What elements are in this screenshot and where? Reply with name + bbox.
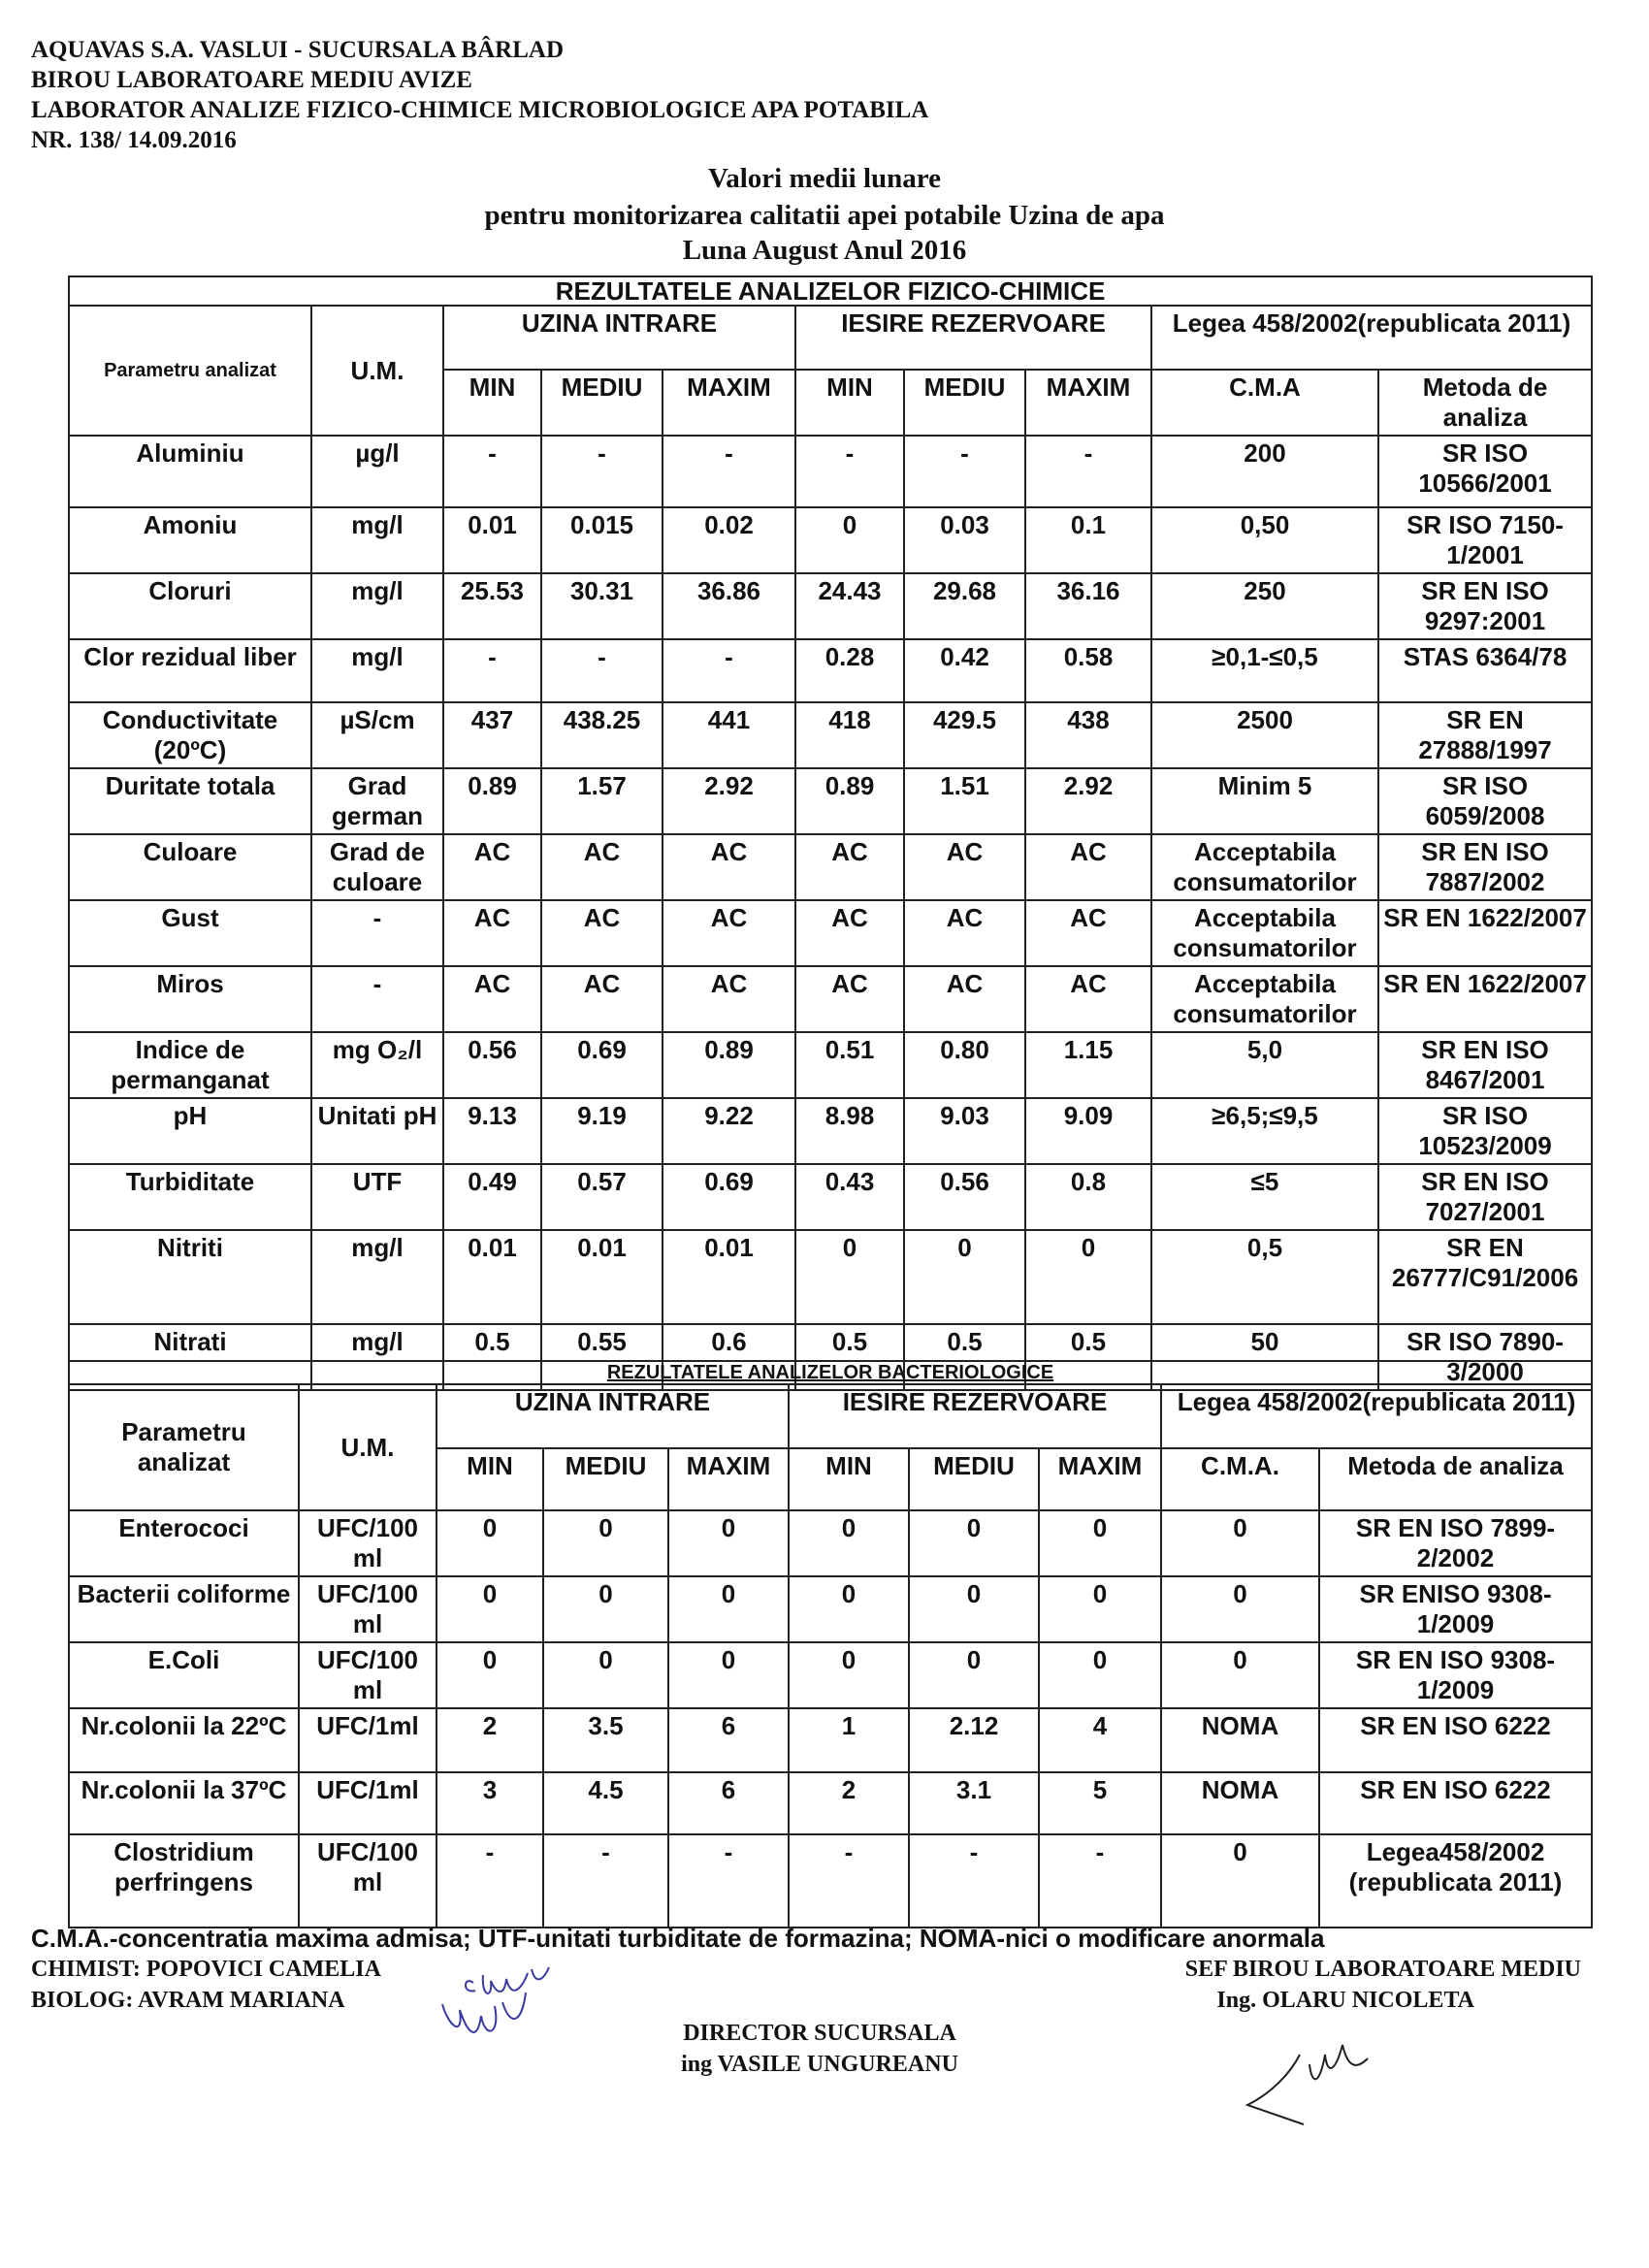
chem-cell-intrare-mediu: - (541, 639, 663, 702)
bact-cell-iesire-mediu: 0 (909, 1642, 1039, 1708)
chem-cell-um: - (311, 966, 443, 1032)
chem-cell-iesire-maxim: 0 (1025, 1230, 1151, 1324)
chem-cell-param: Amoniu (69, 507, 311, 573)
bact-cell-metoda: SR EN ISO 7899-2/2002 (1319, 1510, 1592, 1576)
chem-header-iesire: IESIRE REZERVOARE (795, 306, 1151, 370)
bact-header-mediu: MEDIU (543, 1448, 668, 1510)
bact-cell-iesire-mediu: 0 (909, 1576, 1039, 1642)
chem-table-row (69, 1164, 1592, 1230)
chem-cell-intrare-maxim: 0.6 (663, 1324, 795, 1390)
chem-cell-iesire-maxim: 9.09 (1025, 1098, 1151, 1164)
chem-cell-param: Cloruri (69, 573, 311, 639)
title-line-3: Luna August Anul 2016 (682, 235, 967, 266)
chem-cell-param: Turbiditate (69, 1164, 311, 1230)
bact-cell-intrare-maxim: 6 (668, 1708, 789, 1772)
chem-cell-cma: 50 (1151, 1324, 1378, 1390)
chem-cell-um: mg/l (311, 1324, 443, 1390)
chem-cell-intrare-min: AC (443, 966, 541, 1032)
chem-cell-intrare-mediu: - (541, 436, 663, 507)
bact-table-row (69, 1708, 1592, 1772)
chem-cell-intrare-maxim: 0.01 (663, 1230, 795, 1324)
chem-cell-intrare-min: 0.01 (443, 1230, 541, 1324)
chem-cell-cma: 250 (1151, 573, 1378, 639)
bact-table-row (69, 1576, 1592, 1642)
chem-cell-iesire-min: 0.43 (795, 1164, 904, 1230)
chem-cell-intrare-mediu: 1.57 (541, 768, 663, 834)
bact-cell-iesire-min: 0 (789, 1576, 909, 1642)
chem-cell-iesire-maxim: 0.58 (1025, 639, 1151, 702)
chem-cell-param: Miros (69, 966, 311, 1032)
bact-cell-param: Bacterii coliforme (69, 1576, 299, 1642)
chem-header-maxim: MAXIM (1025, 370, 1151, 436)
bact-cell-iesire-min: - (789, 1834, 909, 1928)
chem-cell-intrare-maxim: 0.69 (663, 1164, 795, 1230)
chem-header-metoda: Metoda de analiza (1378, 370, 1592, 436)
bact-header-iesire: IESIRE REZERVOARE (789, 1384, 1161, 1448)
chem-cell-iesire-mediu: 0.56 (904, 1164, 1025, 1230)
bact-cell-intrare-min: 2 (436, 1708, 543, 1772)
chem-cell-iesire-maxim: 2.92 (1025, 768, 1151, 834)
bact-cell-iesire-maxim: 0 (1039, 1510, 1161, 1576)
chem-table-row (69, 966, 1592, 1032)
biolog-name: BIOLOG: AVRAM MARIANA (31, 1988, 345, 2013)
bact-cell-param: Nr.colonii la 37ºC (69, 1772, 299, 1834)
chem-cell-metoda: SR EN 26777/C91/2006 (1378, 1230, 1592, 1324)
chem-cell-intrare-min: - (443, 639, 541, 702)
director-title: DIRECTOR SUCURSALA (683, 2021, 956, 2046)
chem-cell-param: Aluminiu (69, 436, 311, 507)
bact-cell-intrare-mediu: 0 (543, 1510, 668, 1576)
bact-cell-cma: 0 (1161, 1642, 1319, 1708)
chem-header-intrare: UZINA INTRARE (443, 306, 795, 370)
chem-cell-param: Conductivitate (20ºC) (69, 702, 311, 768)
chem-cell-intrare-maxim: AC (663, 834, 795, 900)
bact-cell-iesire-maxim: 4 (1039, 1708, 1161, 1772)
chem-cell-cma: Acceptabila consumatorilor (1151, 834, 1378, 900)
chem-cell-iesire-min: 24.43 (795, 573, 904, 639)
bact-cell-intrare-maxim: 0 (668, 1642, 789, 1708)
chem-cell-intrare-maxim: 0.02 (663, 507, 795, 573)
chem-table-row (69, 900, 1592, 966)
bact-table-row (69, 1642, 1592, 1708)
signature-block-left (31, 1954, 381, 2016)
bact-cell-metoda: SR EN ISO 6222 (1319, 1772, 1592, 1834)
chem-header-lege: Legea 458/2002(republicata 2011) (1151, 306, 1592, 370)
chem-cell-iesire-min: AC (795, 834, 904, 900)
chem-cell-iesire-min: AC (795, 966, 904, 1032)
bact-cell-cma: NOMA (1161, 1772, 1319, 1834)
bact-table-row (69, 1510, 1592, 1576)
bact-cell-intrare-min: - (436, 1834, 543, 1928)
bact-cell-iesire-mediu: 3.1 (909, 1772, 1039, 1834)
footnote-legend: C.M.A.-concentratia maxima admisa; UTF-unitati turbiditate de formazina; NOMA-nici o modificare anormala (31, 1924, 1325, 1953)
chem-cell-intrare-maxim: - (663, 436, 795, 507)
bact-header-maxim: MAXIM (668, 1448, 789, 1510)
bact-cell-intrare-min: 0 (436, 1510, 543, 1576)
chem-cell-um: µS/cm (311, 702, 443, 768)
chem-table-row (69, 702, 1592, 768)
chem-cell-param: Clor rezidual liber (69, 639, 311, 702)
chem-cell-cma: 0,50 (1151, 507, 1378, 573)
chem-cell-intrare-min: AC (443, 900, 541, 966)
sef-birou-name: Ing. OLARU NICOLETA (1216, 1988, 1474, 2013)
chem-cell-iesire-mediu: - (904, 436, 1025, 507)
chem-cell-cma: 5,0 (1151, 1032, 1378, 1098)
chem-cell-metoda: SR ISO 7150-1/2001 (1378, 507, 1592, 573)
chem-section-title: REZULTATELE ANALIZELOR FIZICO-CHIMICE (69, 276, 1592, 306)
chem-cell-iesire-mediu: 0.5 (904, 1324, 1025, 1390)
bact-cell-intrare-maxim: 6 (668, 1772, 789, 1834)
chem-cell-intrare-min: 0.89 (443, 768, 541, 834)
bact-header-min: MIN (436, 1448, 543, 1510)
chem-cell-metoda: SR EN 1622/2007 (1378, 966, 1592, 1032)
chem-cell-iesire-maxim: 36.16 (1025, 573, 1151, 639)
bact-cell-intrare-maxim: - (668, 1834, 789, 1928)
bact-cell-intrare-mediu: 3.5 (543, 1708, 668, 1772)
chem-cell-intrare-min: - (443, 436, 541, 507)
chem-cell-cma: ≥6,5;≤9,5 (1151, 1098, 1378, 1164)
chem-cell-iesire-maxim: AC (1025, 834, 1151, 900)
chem-cell-iesire-maxim: 0.5 (1025, 1324, 1151, 1390)
bact-header-um: U.M. (299, 1384, 436, 1510)
chem-cell-um: Grad de culoare (311, 834, 443, 900)
chem-header-um: U.M. (311, 306, 443, 436)
bact-cell-iesire-min: 1 (789, 1708, 909, 1772)
sef-birou-title: SEF BIROU LABORATOARE MEDIU (1184, 1957, 1581, 1982)
chem-cell-metoda: SR ISO 10523/2009 (1378, 1098, 1592, 1164)
chem-header-cma: C.M.A (1151, 370, 1378, 436)
chem-cell-um: Unitati pH (311, 1098, 443, 1164)
chem-table-row (69, 573, 1592, 639)
bact-cell-intrare-maxim: 0 (668, 1576, 789, 1642)
chem-table-row (69, 1230, 1592, 1324)
chem-cell-um: mg/l (311, 507, 443, 573)
chem-cell-cma: Acceptabila consumatorilor (1151, 900, 1378, 966)
bact-header-min: MIN (789, 1448, 909, 1510)
bact-cell-iesire-min: 2 (789, 1772, 909, 1834)
chem-cell-iesire-min: 0.89 (795, 768, 904, 834)
bact-cell-um: UFC/100 ml (299, 1834, 436, 1928)
chem-cell-cma: ≤5 (1151, 1164, 1378, 1230)
bact-cell-iesire-mediu: 2.12 (909, 1708, 1039, 1772)
chem-cell-iesire-min: 0.28 (795, 639, 904, 702)
bact-header-intrare: UZINA INTRARE (436, 1384, 789, 1448)
bact-cell-intrare-mediu: - (543, 1834, 668, 1928)
title-line-1: Valori medii lunare (707, 163, 942, 194)
document-header (31, 35, 928, 155)
chem-cell-intrare-min: 0.49 (443, 1164, 541, 1230)
bact-cell-metoda: SR EN ISO 6222 (1319, 1708, 1592, 1772)
chem-table-row (69, 639, 1592, 702)
bact-cell-um: UFC/1ml (299, 1708, 436, 1772)
chem-cell-cma: 200 (1151, 436, 1378, 507)
chem-cell-intrare-mediu: 0.55 (541, 1324, 663, 1390)
chem-header-mediu: MEDIU (541, 370, 663, 436)
department-name: BIROU LABORATOARE MEDIU AVIZE (31, 67, 472, 93)
chem-results-table (68, 275, 1593, 1391)
bact-cell-param: Nr.colonii la 22ºC (69, 1708, 299, 1772)
chem-cell-iesire-min: 0.5 (795, 1324, 904, 1390)
bact-cell-um: UFC/100 ml (299, 1510, 436, 1576)
chem-cell-iesire-mediu: AC (904, 900, 1025, 966)
chem-cell-iesire-mediu: 0 (904, 1230, 1025, 1324)
bact-cell-iesire-maxim: 5 (1039, 1772, 1161, 1834)
chem-cell-um: mg/l (311, 1230, 443, 1324)
chem-table-row (69, 768, 1592, 834)
chem-table-row (69, 834, 1592, 900)
chem-table-row (69, 507, 1592, 573)
chimist-name: CHIMIST: POPOVICI CAMELIA (31, 1957, 381, 1982)
chem-cell-intrare-mediu: 30.31 (541, 573, 663, 639)
chem-cell-iesire-maxim: 1.15 (1025, 1032, 1151, 1098)
chem-cell-intrare-maxim: 441 (663, 702, 795, 768)
chem-cell-param: Culoare (69, 834, 311, 900)
chem-cell-intrare-maxim: 2.92 (663, 768, 795, 834)
bact-cell-intrare-mediu: 4.5 (543, 1772, 668, 1834)
chem-cell-intrare-maxim: 9.22 (663, 1098, 795, 1164)
bact-cell-iesire-min: 0 (789, 1642, 909, 1708)
chem-header-min: MIN (795, 370, 904, 436)
chem-cell-metoda: SR EN ISO 9297:2001 (1378, 573, 1592, 639)
chem-cell-intrare-maxim: AC (663, 900, 795, 966)
bact-cell-intrare-min: 0 (436, 1576, 543, 1642)
document-number: NR. 138/ 14.09.2016 (31, 127, 237, 153)
chem-cell-intrare-maxim: 0.89 (663, 1032, 795, 1098)
chem-cell-iesire-mediu: 29.68 (904, 573, 1025, 639)
handwritten-signature-sef (1242, 2016, 1397, 2132)
chem-cell-iesire-min: - (795, 436, 904, 507)
chem-cell-iesire-mediu: 1.51 (904, 768, 1025, 834)
bact-cell-iesire-maxim: 0 (1039, 1576, 1161, 1642)
chem-cell-iesire-maxim: AC (1025, 900, 1151, 966)
bact-cell-cma: 0 (1161, 1834, 1319, 1928)
bact-cell-intrare-mediu: 0 (543, 1576, 668, 1642)
bact-cell-param: Clostridium perfringens (69, 1834, 299, 1928)
chem-cell-um: mg O₂/l (311, 1032, 443, 1098)
chem-cell-metoda: SR ISO 7890-3/2000 (1378, 1324, 1592, 1390)
chem-cell-intrare-maxim: 36.86 (663, 573, 795, 639)
bact-header-param: Parametru analizat (69, 1384, 299, 1510)
chem-cell-intrare-min: 437 (443, 702, 541, 768)
signature-block-director (640, 2018, 999, 2080)
chem-cell-iesire-min: 0.51 (795, 1032, 904, 1098)
chem-cell-param: Nitrati (69, 1324, 311, 1390)
chem-cell-intrare-mediu: 438.25 (541, 702, 663, 768)
chem-cell-intrare-min: 0.01 (443, 507, 541, 573)
chem-header-mediu: MEDIU (904, 370, 1025, 436)
chem-cell-iesire-maxim: AC (1025, 966, 1151, 1032)
title-line-2: pentru monitorizarea calitatii apei potabile Uzina de apa (484, 200, 1165, 231)
chem-cell-intrare-mediu: AC (541, 834, 663, 900)
chem-cell-intrare-min: 0.56 (443, 1032, 541, 1098)
bact-cell-um: UFC/100 ml (299, 1576, 436, 1642)
chem-cell-um: Grad german (311, 768, 443, 834)
chem-cell-intrare-mediu: 0.015 (541, 507, 663, 573)
bact-cell-metoda: SR EN ISO 9308-1/2009 (1319, 1642, 1592, 1708)
chem-cell-cma: 0,5 (1151, 1230, 1378, 1324)
chem-header-min: MIN (443, 370, 541, 436)
chem-cell-param: Indice de permanganat (69, 1032, 311, 1098)
chem-cell-intrare-maxim: - (663, 639, 795, 702)
bact-cell-cma: 0 (1161, 1576, 1319, 1642)
chem-table-row (69, 436, 1592, 507)
bact-cell-iesire-min: 0 (789, 1510, 909, 1576)
bact-cell-intrare-min: 0 (436, 1642, 543, 1708)
bact-cell-cma: 0 (1161, 1510, 1319, 1576)
bact-results-table (68, 1360, 1593, 1928)
chem-cell-um: mg/l (311, 639, 443, 702)
chem-cell-um: µg/l (311, 436, 443, 507)
bact-header-mediu: MEDIU (909, 1448, 1039, 1510)
chem-cell-intrare-mediu: 0.01 (541, 1230, 663, 1324)
chem-cell-cma: Minim 5 (1151, 768, 1378, 834)
chem-cell-intrare-mediu: AC (541, 966, 663, 1032)
chem-cell-metoda: SR EN ISO 7887/2002 (1378, 834, 1592, 900)
bact-header-lege: Legea 458/2002(republicata 2011) (1161, 1384, 1592, 1448)
chem-cell-cma: ≥0,1-≤0,5 (1151, 639, 1378, 702)
chem-cell-iesire-maxim: - (1025, 436, 1151, 507)
chem-cell-intrare-min: 0.5 (443, 1324, 541, 1390)
chem-header-maxim: MAXIM (663, 370, 795, 436)
chem-cell-iesire-maxim: 0.8 (1025, 1164, 1151, 1230)
bact-cell-metoda: Legea458/2002 (republicata 2011) (1319, 1834, 1592, 1928)
chem-table-row (69, 1098, 1592, 1164)
chem-cell-iesire-min: 0 (795, 1230, 904, 1324)
bact-cell-param: E.Coli (69, 1642, 299, 1708)
bact-cell-um: UFC/1ml (299, 1772, 436, 1834)
bact-header-cma: C.M.A. (1161, 1448, 1319, 1510)
chem-cell-intrare-min: 9.13 (443, 1098, 541, 1164)
chem-cell-metoda: SR ISO 6059/2008 (1378, 768, 1592, 834)
bact-cell-param: Enterococi (69, 1510, 299, 1576)
chem-cell-um: mg/l (311, 573, 443, 639)
chem-cell-param: Duritate totala (69, 768, 311, 834)
laboratory-name: LABORATOR ANALIZE FIZICO-CHIMICE MICROBIOLOGICE APA POTABILA (31, 97, 929, 123)
handwritten-signature-chimist (435, 1946, 580, 2053)
chem-cell-metoda: SR EN ISO 8467/2001 (1378, 1032, 1592, 1098)
bact-cell-iesire-maxim: - (1039, 1834, 1161, 1928)
bact-cell-metoda: SR ENISO 9308-1/2009 (1319, 1576, 1592, 1642)
chem-cell-iesire-maxim: 0.1 (1025, 507, 1151, 573)
chem-cell-intrare-min: 25.53 (443, 573, 541, 639)
chem-cell-metoda: SR EN ISO 7027/2001 (1378, 1164, 1592, 1230)
chem-cell-metoda: SR EN 1622/2007 (1378, 900, 1592, 966)
chem-header-param: Parametru analizat (69, 306, 311, 436)
bact-cell-iesire-mediu: 0 (909, 1510, 1039, 1576)
bact-cell-intrare-mediu: 0 (543, 1642, 668, 1708)
chem-cell-iesire-mediu: 0.80 (904, 1032, 1025, 1098)
chem-cell-iesire-maxim: 438 (1025, 702, 1151, 768)
chem-cell-iesire-mediu: 9.03 (904, 1098, 1025, 1164)
chem-cell-iesire-mediu: 429.5 (904, 702, 1025, 768)
bact-header-metoda: Metoda de analiza (1319, 1448, 1592, 1510)
bact-cell-um: UFC/100 ml (299, 1642, 436, 1708)
chem-cell-iesire-mediu: AC (904, 966, 1025, 1032)
bact-table-row (69, 1834, 1592, 1928)
chem-cell-iesire-mediu: 0.42 (904, 639, 1025, 702)
signature-block-right (1101, 1954, 1581, 2016)
chem-cell-param: Nitriti (69, 1230, 311, 1324)
bact-cell-iesire-maxim: 0 (1039, 1642, 1161, 1708)
chem-cell-cma: Acceptabila consumatorilor (1151, 966, 1378, 1032)
chem-cell-param: Gust (69, 900, 311, 966)
chem-cell-um: - (311, 900, 443, 966)
chem-cell-iesire-min: 418 (795, 702, 904, 768)
chem-cell-iesire-min: 8.98 (795, 1098, 904, 1164)
chem-cell-intrare-min: AC (443, 834, 541, 900)
bact-cell-cma: NOMA (1161, 1708, 1319, 1772)
bact-section-title: REZULTATELE ANALIZELOR BACTERIOLOGICE (69, 1361, 1592, 1384)
bact-cell-intrare-min: 3 (436, 1772, 543, 1834)
bact-cell-intrare-maxim: 0 (668, 1510, 789, 1576)
chem-cell-intrare-mediu: AC (541, 900, 663, 966)
chem-cell-metoda: STAS 6364/78 (1378, 639, 1592, 702)
chem-cell-param: pH (69, 1098, 311, 1164)
chem-table-row (69, 1032, 1592, 1098)
chem-cell-metoda: SR EN 27888/1997 (1378, 702, 1592, 768)
chem-cell-iesire-mediu: AC (904, 834, 1025, 900)
chem-cell-intrare-maxim: AC (663, 966, 795, 1032)
chem-cell-iesire-min: AC (795, 900, 904, 966)
chem-cell-intrare-mediu: 9.19 (541, 1098, 663, 1164)
bact-table-row (69, 1772, 1592, 1834)
chem-cell-um: UTF (311, 1164, 443, 1230)
director-name: ing VASILE UNGUREANU (681, 2052, 958, 2077)
bact-header-maxim: MAXIM (1039, 1448, 1161, 1510)
company-name: AQUAVAS S.A. VASLUI - SUCURSALA BÂRLAD (31, 37, 564, 63)
chem-cell-metoda: SR ISO 10566/2001 (1378, 436, 1592, 507)
bact-cell-iesire-mediu: - (909, 1834, 1039, 1928)
chem-cell-iesire-min: 0 (795, 507, 904, 573)
chem-cell-intrare-mediu: 0.57 (541, 1164, 663, 1230)
chem-cell-intrare-mediu: 0.69 (541, 1032, 663, 1098)
chem-cell-cma: 2500 (1151, 702, 1378, 768)
chem-cell-iesire-mediu: 0.03 (904, 507, 1025, 573)
